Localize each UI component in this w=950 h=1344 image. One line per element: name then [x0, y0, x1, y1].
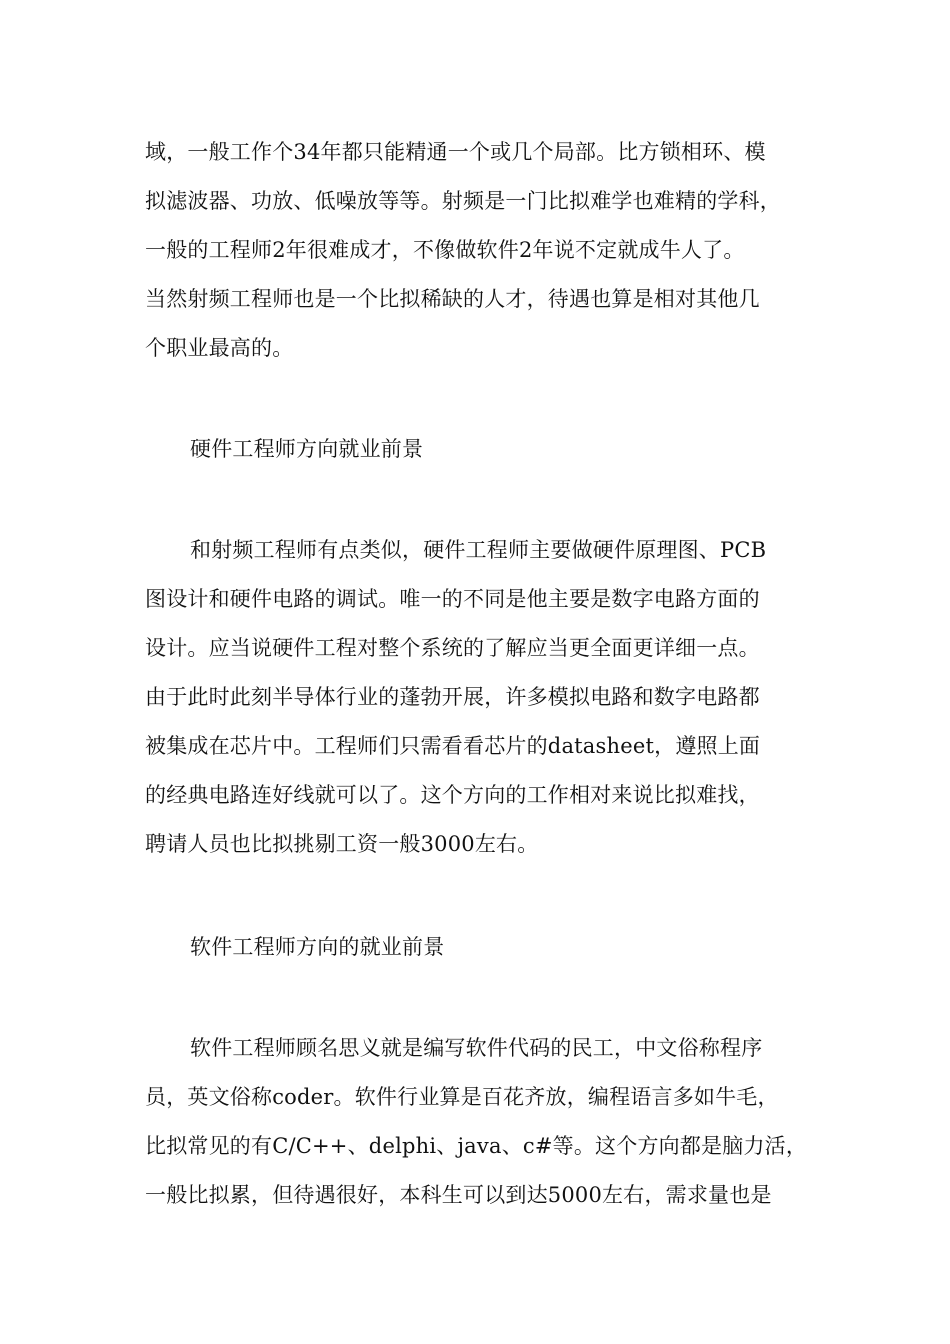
paragraph-line: 当然射频工程师也是一个比拟稀缺的人才，待遇也算是相对其他几 [145, 287, 760, 311]
paragraph-line: 域，一般工作个34年都只能精通一个或几个局部。比方锁相环、模 [145, 140, 766, 164]
paragraph-line: 设计。应当说硬件工程对整个系统的了解应当更全面更详细一点。 [145, 636, 760, 660]
paragraph-line: 被集成在芯片中。工程师们只需看看芯片的datasheet，遵照上面 [145, 734, 761, 758]
section-heading-hardware: 硬件工程师方向就业前景 [190, 437, 424, 461]
paragraph-line: 聘请人员也比拟挑剔工资一般3000左右。 [145, 832, 539, 856]
paragraph-line: 和射频工程师有点类似，硬件工程师主要做硬件原理图、PCB [190, 538, 767, 562]
paragraph-line: 由于此时此刻半导体行业的蓬勃开展，许多模拟电路和数字电路都 [145, 685, 760, 709]
paragraph-line: 一般比拟累，但待遇很好，本科生可以到达5000左右，需求量也是 [145, 1183, 772, 1207]
paragraph-line: 员，英文俗称coder。软件行业算是百花齐放，编程语言多如牛毛， [145, 1085, 779, 1109]
paragraph-line: 软件工程师顾名思义就是编写软件代码的民工，中文俗称程序 [190, 1036, 763, 1060]
paragraph-line: 的经典电路连好线就可以了。这个方向的工作相对来说比拟难找， [145, 783, 760, 807]
paragraph-line: 个职业最高的。 [145, 336, 294, 360]
paragraph-line: 拟滤波器、功放、低噪放等等。射频是一门比拟难学也难精的学科， [145, 189, 781, 213]
paragraph-line: 图设计和硬件电路的调试。唯一的不同是他主要是数字电路方面的 [145, 587, 760, 611]
paragraph-line: 比拟常见的有C/C++、delphi、java、c#等。这个方向都是脑力活， [145, 1134, 808, 1158]
section-heading-software: 软件工程师方向的就业前景 [190, 935, 445, 959]
paragraph-line: 一般的工程师2年很难成才，不像做软件2年说不定就成牛人了。 [145, 238, 745, 262]
